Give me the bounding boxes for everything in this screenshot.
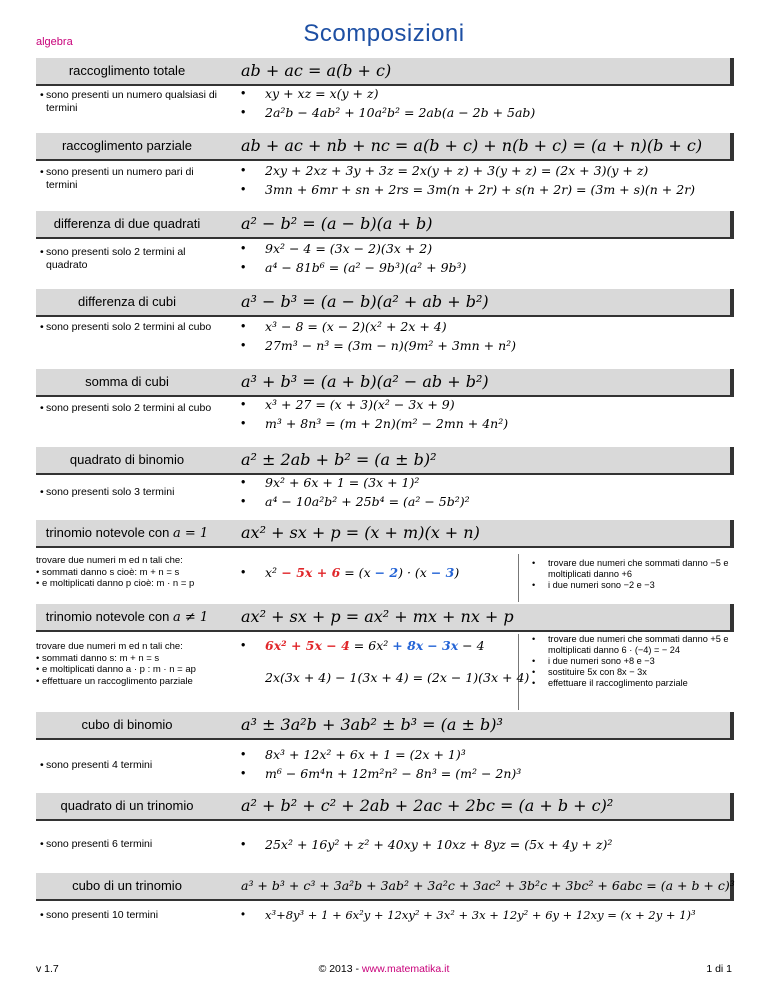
example-line <box>241 636 485 655</box>
section-label <box>36 520 218 546</box>
example-line: • m⁶ − 6m⁴n + 12m²n² − 8n³ = (m² − 2n)³ <box>241 764 521 783</box>
section-note: • sono presenti un numero pari di termini <box>46 166 226 192</box>
section-note: • sono presenti un numero qualsiasi di termini <box>46 89 226 115</box>
desc-line: • e moltiplicati danno p cioè: m · n = p <box>36 578 195 589</box>
section-formula: a³ − b³ = (a − b)(a² + ab + b²) <box>241 292 489 311</box>
example-term-highlight: − 2 <box>374 565 399 580</box>
section-formula: a² + b² + c² + 2ab + 2ac + 2bc = (a + b + c)² <box>241 796 614 815</box>
explanation-line: • i due numeri sono +8 e −3 <box>532 656 734 667</box>
example-line: • xy + xz = x(y + z) <box>241 84 535 103</box>
section-examples <box>241 161 695 199</box>
section-examples <box>241 395 508 433</box>
copyright-text: © 2013 - <box>318 963 362 975</box>
section-label: quadrato di binomio <box>36 447 218 473</box>
page-number: 1 di 1 <box>706 963 732 975</box>
example-term: = 6x² <box>349 638 393 653</box>
section-formula: ab + ac + nb + nc = a(b + c) + n(b + c) = (a + n)(b + c) <box>241 136 703 155</box>
desc-line: • sommati danno s: m + n = s <box>36 652 160 664</box>
category-tag: algebra <box>36 36 73 48</box>
section-note: • sono presenti 4 termini <box>46 759 226 772</box>
example-line: • a⁴ − 81b⁶ = (a² − 9b³)(a² + 9b³) <box>241 258 466 277</box>
desc-line: trovare due numeri m ed n tali che: <box>36 555 183 566</box>
section-label <box>36 604 218 630</box>
example-term-highlight: − 3 <box>430 565 455 580</box>
example-line: • x³ + 27 = (x + 3)(x² − 3x + 9) <box>241 395 508 414</box>
section-examples <box>241 84 535 122</box>
example-line: • 27m³ − n³ = (3m − n)(9m² + 3mn + n²) <box>241 336 516 355</box>
example-line: • 2a²b − 4ab² + 10a²b² = 2ab(a − 2b + 5ab) <box>241 103 535 122</box>
section-formula: a³ + b³ + c³ + 3a²b + 3ab² + 3a²c + 3ac² + 3b²c + 3bc² + 6abc = (a + b + c)³ <box>241 878 735 893</box>
example-line: • 25x² + 16y² + z² + 40xy + 10xz + 8yz = (5x + 4y + z)² <box>241 835 612 854</box>
section-formula: a³ + b³ = (a + b)(a² − ab + b²) <box>241 372 489 391</box>
desc-line: • effettuare un raccoglimento parziale <box>36 675 193 687</box>
example-explanation <box>532 634 734 689</box>
desc-line: • sommati danno s cioè: m + n = s <box>36 566 180 578</box>
example-line: 2x(3x + 4) − 1(3x + 4) = (2x − 1)(3x + 4) <box>265 670 530 685</box>
divider <box>518 554 519 602</box>
example-line: • 9x² − 4 = (3x − 2)(3x + 2) <box>241 239 466 258</box>
example-term: ) <box>454 565 460 580</box>
version-label: v 1.7 <box>36 963 59 975</box>
section-label: raccoglimento parziale <box>36 133 218 159</box>
section-note: • sono presenti 6 termini <box>46 838 226 851</box>
section-examples <box>241 563 459 582</box>
copyright <box>0 963 768 975</box>
section-formula: ax² + sx + p = ax² + mx + nx + p <box>241 607 514 626</box>
desc-line: trovare due numeri m ed n tali che: <box>36 641 183 652</box>
label-condition: a = 1 <box>173 526 209 541</box>
section-note: • sono presenti solo 2 termini al cubo <box>46 402 226 415</box>
section-label: quadrato di un trinomio <box>36 793 218 819</box>
section-formula: a² ± 2ab + b² = (a ± b)² <box>241 450 437 469</box>
section-formula: ab + ac = a(b + c) <box>241 61 392 80</box>
example-line: • 2xy + 2xz + 3y + 3z = 2x(y + z) + 3(y + z) = (2x + 3)(y + z) <box>241 161 695 180</box>
explanation-line: • trovare due numeri che sommati danno −5 e moltiplicati danno +6 <box>532 558 734 580</box>
section-label: differenza di due quadrati <box>36 211 218 237</box>
section-note: • sono presenti solo 2 termini al quadrato <box>46 246 226 272</box>
example-line: • 3mn + 6mr + sn + 2rs = 3m(n + 2r) + s(n + 2r) = (3m + s)(n + 2r) <box>241 180 695 199</box>
example-line <box>241 563 459 582</box>
example-term-highlight: 6x² + 5x − 4 <box>265 638 350 653</box>
method-description <box>36 555 236 590</box>
label-text: trinomio notevole con <box>45 609 170 624</box>
example-explanation <box>532 558 734 591</box>
example-term-highlight: + 8x <box>392 638 424 653</box>
explanation-line: • trovare due numeri che sommati danno +5 e moltiplicati danno 6 · (−4) = − 24 <box>532 634 734 656</box>
section-examples <box>241 835 612 854</box>
label-text: trinomio notevole con <box>45 525 170 540</box>
section-examples <box>241 745 521 783</box>
section-examples <box>241 239 466 277</box>
example-line: • m³ + 8n³ = (m + 2n)(m² − 2mn + 4n²) <box>241 414 508 433</box>
section-examples <box>241 473 470 511</box>
section-label: cubo di un trinomio <box>36 873 218 899</box>
example-step <box>265 668 529 687</box>
section-examples <box>241 906 696 925</box>
section-examples <box>241 317 516 355</box>
section-note: • sono presenti 10 termini <box>46 909 226 922</box>
section-note: • sono presenti solo 2 termini al cubo <box>46 321 226 334</box>
example-line: • a⁴ − 10a²b² + 25b⁴ = (a² − 5b²)² <box>241 492 470 511</box>
section-label: differenza di cubi <box>36 289 218 315</box>
site-link[interactable]: www.matematika.it <box>361 963 450 975</box>
section-examples <box>241 636 485 655</box>
section-note: • sono presenti solo 3 termini <box>46 486 226 499</box>
example-line: • x³+8y³ + 1 + 6x²y + 12xy² + 3x² + 3x + 12y² + 6y + 12xy = (x + 2y + 1)³ <box>241 906 696 925</box>
section-label: raccoglimento totale <box>36 58 218 84</box>
page-title: Scomposizioni <box>303 20 465 47</box>
example-term: ) · (x <box>398 565 431 580</box>
example-line: • x³ − 8 = (x − 2)(x² + 2x + 4) <box>241 317 516 336</box>
example-line: • 9x² + 6x + 1 = (3x + 1)² <box>241 473 470 492</box>
label-condition: a ≠ 1 <box>173 610 209 625</box>
explanation-line: • effettuare il raccoglimento parziale <box>532 678 734 689</box>
example-line: • 8x³ + 12x² + 6x + 1 = (2x + 1)³ <box>241 745 521 764</box>
example-term-highlight: − 5x + 6 <box>277 565 341 580</box>
example-term: − 4 <box>458 638 485 653</box>
example-term: = (x <box>340 565 375 580</box>
example-term: x² <box>265 565 278 580</box>
section-label: cubo di binomio <box>36 712 218 738</box>
section-formula: a² − b² = (a − b)(a + b) <box>241 214 433 233</box>
method-description <box>36 641 236 687</box>
section-formula: ax² + sx + p = (x + m)(x + n) <box>241 523 480 542</box>
section-label: somma di cubi <box>36 369 218 395</box>
explanation-line: • i due numeri sono −2 e −3 <box>532 580 734 591</box>
desc-line: • e moltiplicati danno a · p : m · n = ap <box>36 664 196 675</box>
explanation-line: • sostituire 5x con 8x − 3x <box>532 667 734 678</box>
example-term-highlight: − 3x <box>427 638 459 653</box>
section-formula: a³ ± 3a²b + 3ab² ± b³ = (a ± b)³ <box>241 715 503 734</box>
